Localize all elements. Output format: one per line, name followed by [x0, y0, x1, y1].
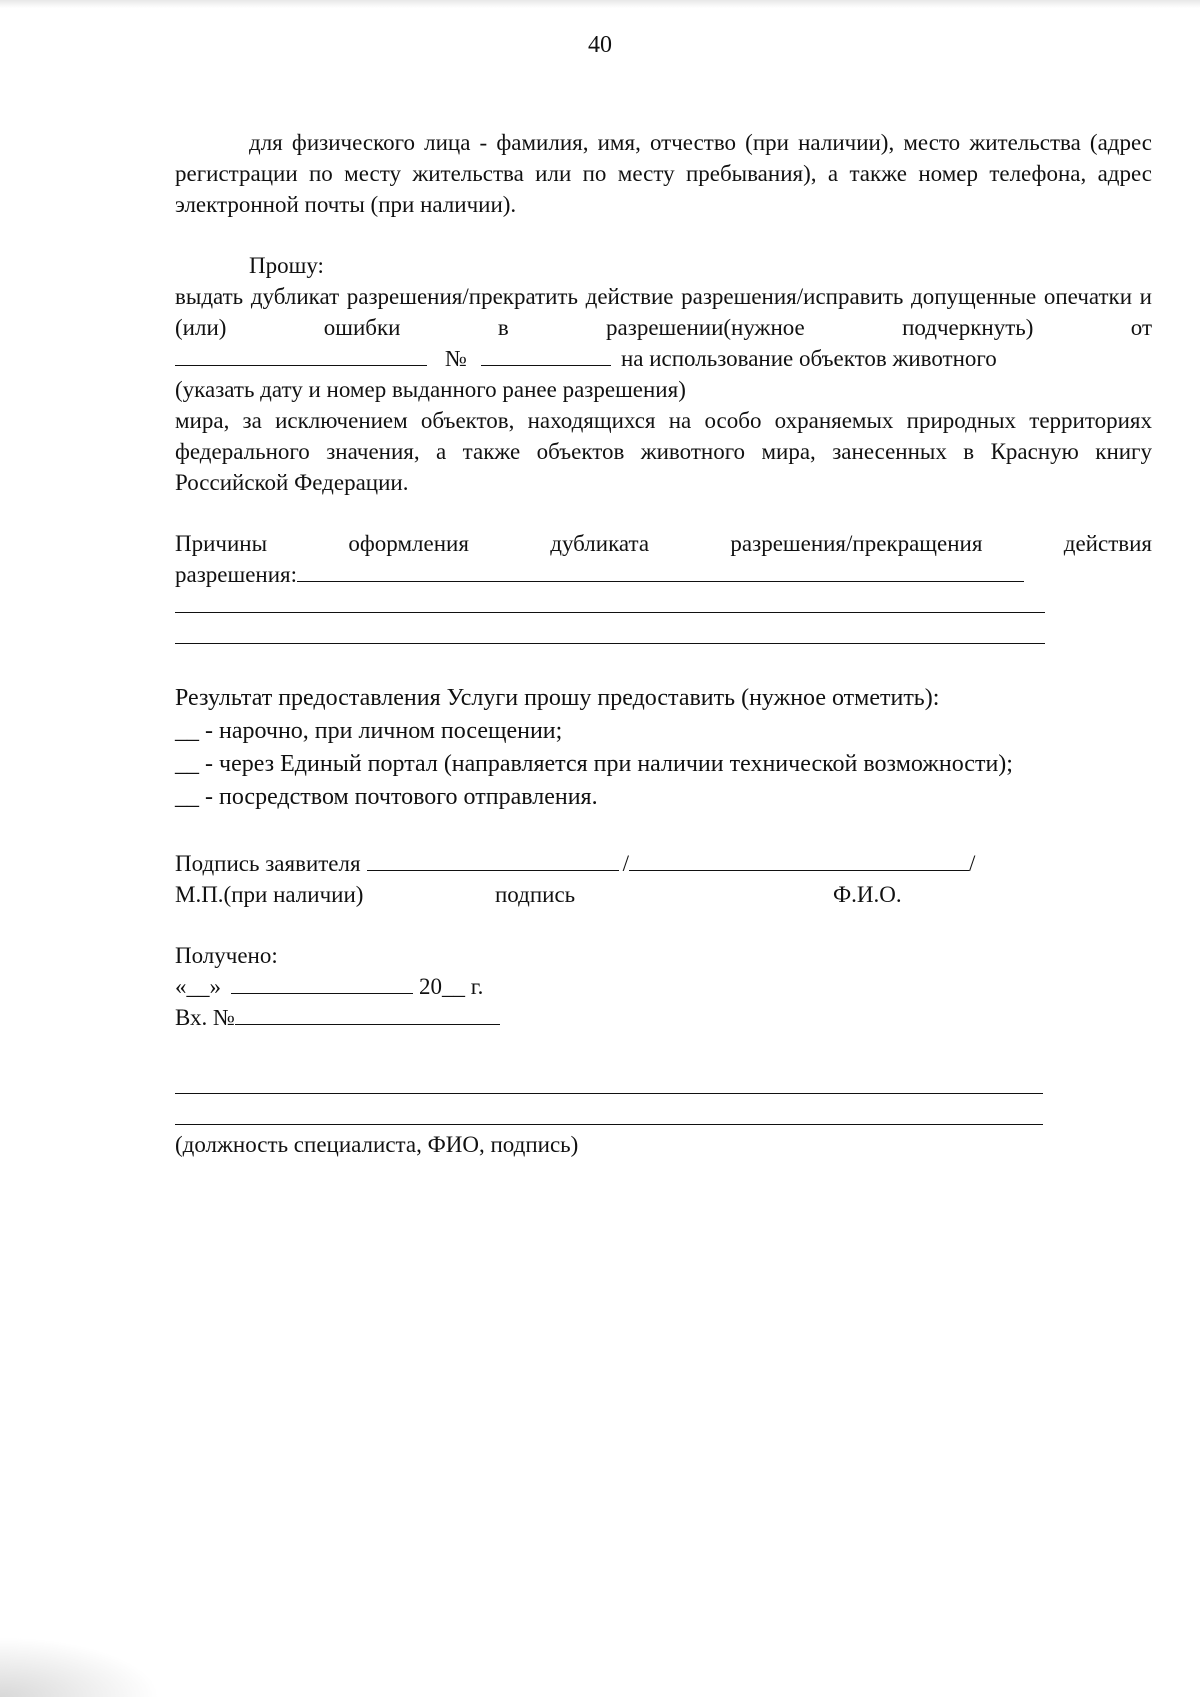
reasons-label: разрешения:	[175, 562, 298, 587]
scan-shadow	[0, 1637, 160, 1697]
month-blank	[231, 992, 413, 994]
request-text-tail: на использование объектов животного	[620, 346, 997, 371]
signature-row	[175, 848, 1152, 879]
date-number-hint: (указать дату и номер выданного ранее разрешения)	[175, 377, 686, 402]
reasons-first-line	[175, 559, 1152, 590]
form-body	[175, 127, 1152, 1160]
request-text-continuation: мира, за исключением объектов, находящихся на особо охраняемых природных территориях федерального значения, а также объектов животного мира, занесенных в Красную книгу Российской Федерации.	[175, 408, 1152, 495]
received-year: 20__ г.	[419, 974, 484, 999]
sign-caption: подпись	[495, 882, 576, 907]
name-caption: Ф.И.О.	[833, 882, 902, 907]
result-section	[175, 682, 1152, 814]
result-option-in-person: __ - нарочно, при личном посещении;	[175, 718, 563, 744]
incoming-number-blank	[235, 1023, 500, 1025]
incoming-number-row	[175, 1002, 1152, 1033]
signature-captions-row	[175, 879, 1152, 910]
received-day: «__»	[175, 974, 221, 999]
incoming-number-label: Вх. №	[175, 1005, 235, 1030]
reasons-blank	[297, 580, 1024, 582]
specialist-caption: (должность специалиста, ФИО, подпись)	[175, 1132, 579, 1157]
reasons-blank-line	[175, 590, 1045, 613]
signature-blank	[367, 869, 619, 871]
received-label: Получено:	[175, 943, 278, 968]
date-blank	[175, 364, 427, 366]
number-blank	[481, 364, 611, 366]
request-text-line: выдать дубликат разрешения/прекратить действие разрешения/исправить допущенные опечатки и (или) ошибки в разрешении(нужное подчеркнуть) от	[175, 284, 1152, 340]
page-number: 40	[588, 32, 612, 58]
scan-edge	[0, 0, 1200, 8]
signature-section	[175, 848, 1152, 910]
result-option-post: __ - посредством почтового отправления.	[175, 784, 598, 810]
request-heading: Прошу:	[249, 253, 324, 278]
name-blank	[629, 869, 969, 871]
signature-separator: /	[622, 851, 629, 876]
received-section	[175, 940, 1152, 1160]
signature-end: /	[968, 851, 976, 876]
stamp-caption: М.П.(при наличии)	[175, 882, 364, 907]
reasons-blank-line	[175, 613, 1045, 644]
applicant-details-paragraph: для физического лица - фамилия, имя, отчество (при наличии), место жительства (адрес регистрации по месту жительства или по месту пребывания), а также номер телефона, адрес электронной почты (при наличии).	[175, 130, 1152, 217]
reasons-text: Причины оформления дубликата разрешения/прекращения действия	[175, 531, 1152, 556]
signature-label: Подпись заявителя	[175, 851, 361, 876]
permit-reference-row	[175, 343, 1152, 374]
number-sign: №	[445, 346, 467, 371]
specialist-blank-line	[175, 1033, 1043, 1094]
result-heading: Результат предоставления Услуги прошу предоставить (нужное отметить):	[175, 685, 940, 711]
request-section	[175, 250, 1152, 498]
reasons-section	[175, 528, 1152, 644]
result-option-portal: __ - через Единый портал (направляется при наличии технической возможности);	[175, 751, 1013, 777]
specialist-blank-line	[175, 1094, 1043, 1125]
received-date-row	[175, 971, 1152, 1002]
